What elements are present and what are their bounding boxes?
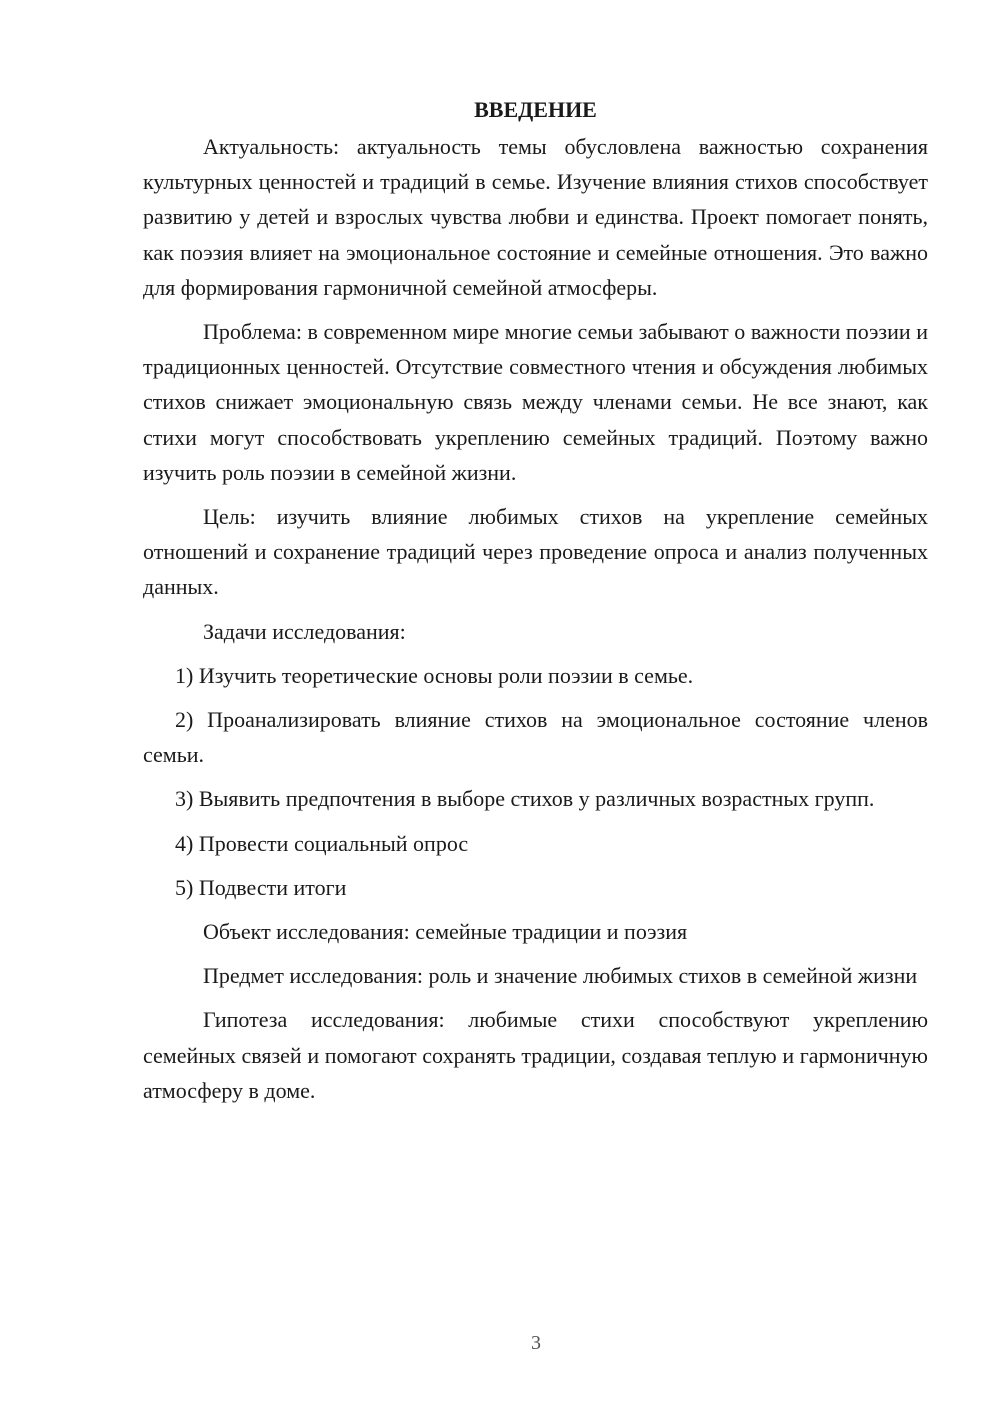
subject-paragraph: Предмет исследования: роль и значение любимых стихов в семейной жизни (203, 963, 918, 989)
relevance-paragraph: Актуальность: актуальность темы обусловлена важностью сохранения культурных ценностей и традиций в семье. Изучение влияния стихов способствует развитию у детей и взрослых чувства любви и единства. Проект помогает понять, как поэзия влияет на эмоциональное состояние и семейные отношения. Это важно для формирования гармоничной семейной атмосферы. (143, 134, 928, 300)
section-heading: ВВЕДЕНИЕ (474, 97, 597, 122)
task-item: 1) Изучить теоретические основы роли поэзии в семье. (175, 662, 694, 688)
goal-paragraph: Цель: изучить влияние любимых стихов на укрепление семейных отношений и сохранение традиций через проведение опроса и анализ полученных данных. (143, 504, 928, 600)
task-item: 3) Выявить предпочтения в выборе стихов у различных возрастных групп. (175, 786, 875, 812)
task-item: 4) Провести социальный опрос (175, 830, 469, 856)
problem-paragraph: Проблема: в современном мире многие семьи забывают о важности поэзии и традиционных ценностей. Отсутствие совместного чтения и обсуждения любимых стихов снижает эмоциональную связь между членами семьи. Не все знают, как стихи могут способствовать укреплению семейных традиций. Поэтому важно изучить роль поэзии в семейной жизни. (143, 319, 928, 485)
document-page (143, 92, 928, 1117)
hypothesis-paragraph: Гипотеза исследования: любимые стихи способствуют укреплению семейных связей и помогают сохранять традиции, создавая теплую и гармоничную атмосферу в доме. (143, 1007, 928, 1103)
task-item: 5) Подвести итоги (175, 874, 347, 900)
object-paragraph: Объект исследования: семейные традиции и поэзия (203, 919, 688, 945)
tasks-heading: Задачи исследования: (203, 618, 406, 644)
task-item: 2) Проанализировать влияние стихов на эмоциональное состояние членов семьи. (143, 707, 928, 768)
page-number: 3 (531, 1332, 541, 1354)
